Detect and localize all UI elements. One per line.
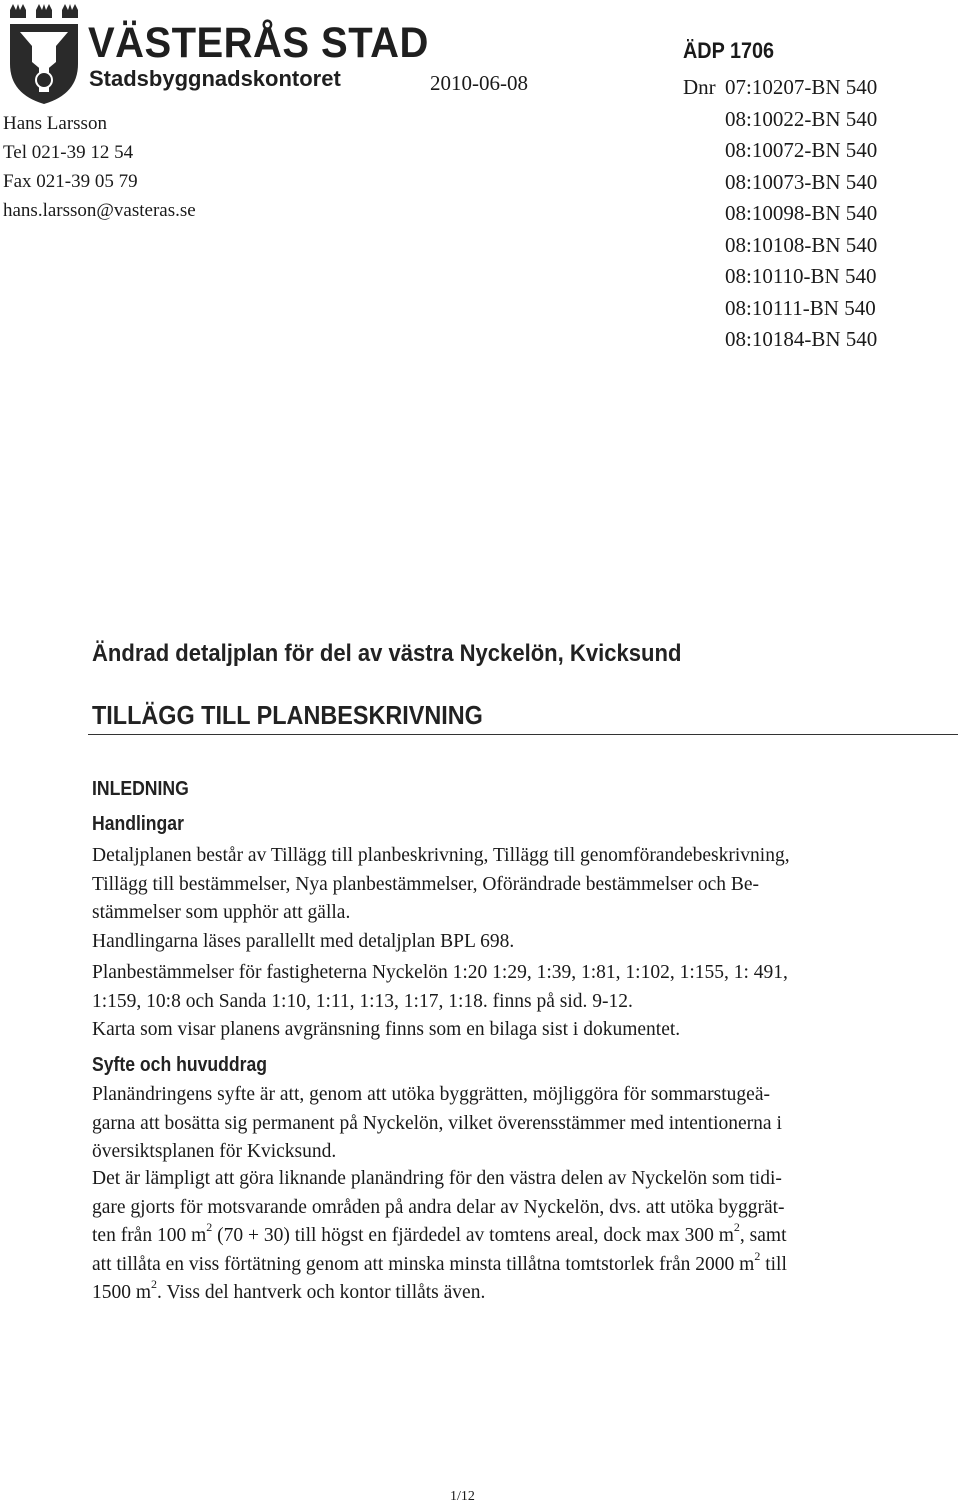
subheading-handlingar: Handlingar <box>92 813 184 835</box>
paragraph-map-attachment <box>92 1016 947 1045</box>
paragraph-line: Planändringens syfte är att, genom att utöka byggrätten, möjliggöra för sommarstugeä- <box>92 1084 770 1105</box>
dnr-prefix: Dnr <box>683 75 716 99</box>
dnr-list <box>683 72 877 356</box>
dnr-number: 08:10022-BN 540 <box>725 106 878 131</box>
paragraph-line: 1500 $m^2$. Viss del hantverk och kontor tillåts även. <box>92 1277 486 1303</box>
org-unit: Stadsbyggnadskontoret <box>89 66 341 91</box>
page-number: 1/12 <box>450 1489 475 1504</box>
contact-fax: Fax 021-39 05 79 <box>3 171 138 192</box>
paragraph-line: Karta som visar planens avgränsning finns som en bilaga sist i dokumentet. <box>92 1019 681 1040</box>
document-date: 2010-06-08 <box>430 71 528 95</box>
dnr-number: 08:10110-BN 540 <box>725 264 877 288</box>
subheading-syfte: Syfte och huvuddrag <box>92 1054 268 1076</box>
city-logo <box>6 2 429 106</box>
dnr-number: 08:10072-BN 540 <box>725 138 878 162</box>
paragraph-line: garna att bosätta sig permanent på Nyckelön, vilket överensstämmer med intentionerna i <box>92 1112 782 1134</box>
dnr-number: 08:10073-BN 540 <box>725 169 878 194</box>
document-title: Ändrad detaljplan för del av västra Nyckelön, Kvicksund <box>92 640 682 667</box>
paragraph-purpose <box>92 1081 947 1167</box>
paragraph-line: Detaljplanen består av Tillägg till planbeskrivning, Tillägg till genomförandebeskrivning, <box>92 845 790 866</box>
coat-of-arms-icon <box>6 2 82 106</box>
dnr-number: 07:10207-BN 540 <box>725 75 878 99</box>
paragraph-line: Det är lämpligt att göra liknande planändring för den västra delen av Nyckelön som tidi- <box>92 1168 782 1189</box>
org-name: VÄSTERÅS STAD <box>88 19 429 67</box>
document-subtitle: TILLÄGG TILL PLANBESKRIVNING <box>92 700 483 730</box>
paragraph-handlingar-contents <box>92 842 947 928</box>
paragraph-parallel-reading <box>92 928 947 957</box>
paragraph-line: 1:159, 10:8 och Sanda 1:10, 1:11, 1:13, 1:17, 1:18. finns på sid. 9-12. <box>92 990 633 1012</box>
contact-tel: Tel 021-39 12 54 <box>3 142 134 163</box>
superscript: 2 <box>754 1248 761 1263</box>
paragraph-line: stämmelser som upphör att gälla. <box>92 902 351 923</box>
paragraph-line: att tillåta en viss förtätning genom att minska minsta tillåtna tomtstorlek från 2000 $m^2$ till <box>92 1248 787 1275</box>
dnr-number: 08:10098-BN 540 <box>725 201 878 225</box>
dnr-number: 08:10184-BN 540 <box>725 327 878 351</box>
paragraph-line: Handlingarna läses parallellt med detaljplan BPL 698. <box>92 931 515 952</box>
dnr-number: 08:10108-BN 540 <box>725 232 878 257</box>
paragraph-line: gare gjorts för motsvarande områden på andra delar av Nyckelön, dvs. att utöka byggrät- <box>92 1196 785 1218</box>
superscript: 2 <box>151 1277 158 1291</box>
title-divider <box>88 734 958 735</box>
dnr-number: 08:10111-BN 540 <box>725 295 876 320</box>
contact-email: hans.larsson@vasteras.se <box>3 200 196 221</box>
paragraph-line: Tillägg till bestämmelser, Nya planbestämmelser, Oförändrade bestämmelser och Be- <box>92 873 760 895</box>
superscript: 2 <box>206 1220 213 1234</box>
contact-name: Hans Larsson <box>3 113 107 134</box>
paragraph-line: Planbestämmelser för fastigheterna Nyckelön 1:20 1:29, 1:39, 1:81, 1:102, 1:155, 1: 491, <box>92 962 788 983</box>
case-id: ÄDP 1706 <box>683 38 774 63</box>
paragraph-plan-regulations <box>92 959 947 1016</box>
paragraph-line: översiktsplanen för Kvicksund. <box>92 1141 337 1162</box>
paragraph-building-rights <box>92 1165 947 1308</box>
superscript: 2 <box>733 1220 740 1234</box>
paragraph-line: ten från 100 $m^2$ (70 + 30) till högst en fjärdedel av tomtens areal, dock max 300 $m^2$, samt <box>92 1220 787 1246</box>
section-heading-inledning: INLEDNING <box>92 778 189 800</box>
